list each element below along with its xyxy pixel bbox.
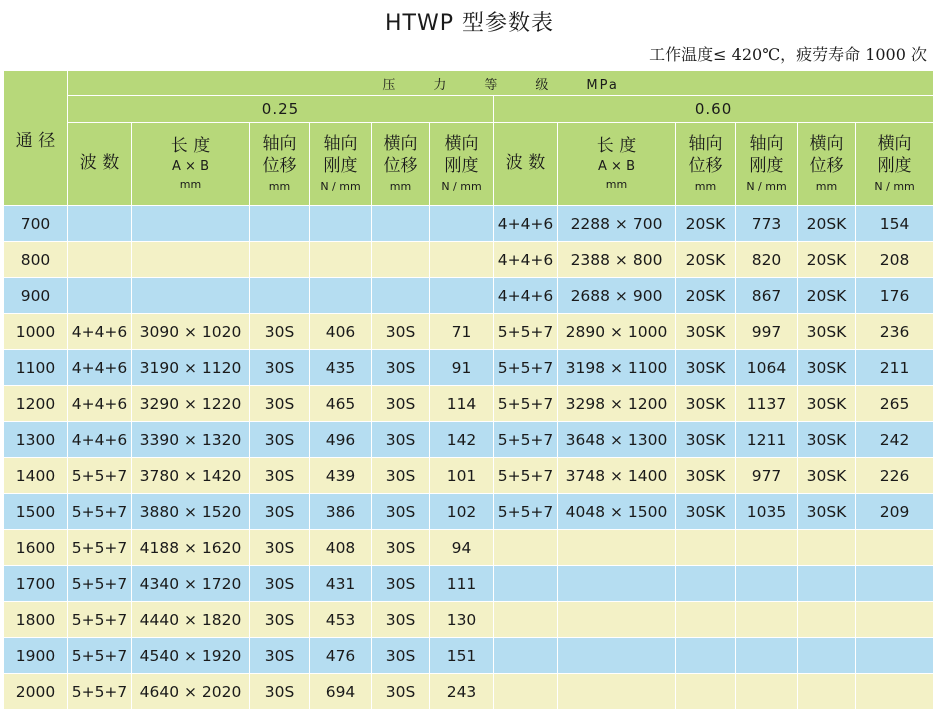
cell-p060-length: 3198 × 1100 — [558, 350, 676, 386]
header-text-line: 位移 — [383, 155, 418, 176]
cell-p060-length: 2890 × 1000 — [558, 314, 676, 350]
header-text-line: 轴向 — [688, 134, 723, 155]
cell-nominal-diameter: 1100 — [4, 350, 68, 386]
cell-p025-axial-displacement: 30S — [250, 314, 310, 350]
cell-p060-lateral-stiffness — [856, 566, 934, 602]
cell-p025-lateral-displacement: 30S — [372, 458, 430, 494]
header-text-line: 刚度 — [877, 155, 912, 176]
header-unit: mm — [268, 179, 291, 193]
cell-p060-length: 3648 × 1300 — [558, 422, 676, 458]
cell-p060-axial-stiffness: 1064 — [736, 350, 798, 386]
cell-p025-axial-stiffness — [310, 278, 372, 314]
header-waves-label: 波 数 — [79, 153, 120, 174]
header-unit: mm — [389, 179, 412, 193]
cell-p025-lateral-displacement: 30S — [372, 566, 430, 602]
cell-p060-waves: 4+4+6 — [494, 242, 558, 278]
cell-p025-length: 4340 × 1720 — [132, 566, 250, 602]
header-text-line: 横向 — [383, 134, 418, 155]
cell-p025-length: 4188 × 1620 — [132, 530, 250, 566]
cell-p060-lateral-stiffness — [856, 602, 934, 638]
header-length — [132, 123, 250, 206]
cell-p060-axial-displacement: 30SK — [676, 314, 736, 350]
header-text-line: 横向 — [809, 134, 844, 155]
parameter-table — [3, 70, 934, 710]
cell-p025-axial-stiffness: 435 — [310, 350, 372, 386]
cell-p025-axial-displacement: 30S — [250, 386, 310, 422]
header-waves-label: 波 数 — [505, 153, 546, 174]
cell-p025-waves: 4+4+6 — [68, 386, 132, 422]
cell-p025-waves: 5+5+7 — [68, 458, 132, 494]
cell-p025-lateral-displacement: 30S — [372, 530, 430, 566]
cell-p060-length: 2288 × 700 — [558, 206, 676, 242]
pressure-char: 等 — [484, 77, 500, 93]
cell-p060-axial-displacement — [676, 566, 736, 602]
cell-p025-lateral-stiffness: 71 — [430, 314, 494, 350]
cell-nominal-diameter: 1700 — [4, 566, 68, 602]
cell-p060-lateral-displacement: 30SK — [798, 314, 856, 350]
cell-p025-lateral-stiffness: 111 — [430, 566, 494, 602]
cell-p060-length — [558, 566, 676, 602]
cell-p060-lateral-stiffness: 236 — [856, 314, 934, 350]
cell-p060-lateral-stiffness: 265 — [856, 386, 934, 422]
cell-p060-axial-displacement: 20SK — [676, 278, 736, 314]
header-text-line: 位移 — [688, 155, 723, 176]
cell-p025-lateral-displacement — [372, 206, 430, 242]
cell-p025-lateral-stiffness: 102 — [430, 494, 494, 530]
table-row — [4, 458, 934, 494]
header-pressure-0-60: 0.60 — [494, 96, 934, 123]
table-row — [4, 278, 934, 314]
header-length-unit: mm — [179, 178, 202, 192]
cell-p060-length: 3748 × 1400 — [558, 458, 676, 494]
header-text-line: 位移 — [809, 155, 844, 176]
cell-p025-axial-displacement: 30S — [250, 350, 310, 386]
header-pressure-class — [68, 71, 934, 96]
cell-p060-axial-stiffness — [736, 530, 798, 566]
cell-p060-axial-displacement — [676, 602, 736, 638]
header-text-line: 横向 — [444, 134, 479, 155]
cell-p025-lateral-stiffness: 130 — [430, 602, 494, 638]
cell-p060-lateral-displacement: 30SK — [798, 386, 856, 422]
header-unit: N / mm — [441, 179, 482, 193]
cell-p060-waves: 5+5+7 — [494, 350, 558, 386]
header-length-label: 长 度 — [596, 135, 637, 156]
cell-p025-lateral-stiffness: 151 — [430, 638, 494, 674]
cell-p060-axial-displacement: 30SK — [676, 458, 736, 494]
cell-nominal-diameter: 1900 — [4, 638, 68, 674]
header-length-unit: mm — [605, 178, 628, 192]
cell-p060-lateral-stiffness: 226 — [856, 458, 934, 494]
cell-p060-waves — [494, 674, 558, 710]
header-text-line: 轴向 — [262, 134, 297, 155]
cell-p025-axial-stiffness: 496 — [310, 422, 372, 458]
cell-p060-waves — [494, 530, 558, 566]
cell-p060-lateral-displacement: 20SK — [798, 206, 856, 242]
header-text-line: 刚度 — [749, 155, 784, 176]
cell-nominal-diameter: 1400 — [4, 458, 68, 494]
cell-p060-axial-displacement: 30SK — [676, 386, 736, 422]
cell-p060-lateral-stiffness: 176 — [856, 278, 934, 314]
cell-p025-axial-displacement — [250, 206, 310, 242]
header-lateral-displacement — [372, 123, 430, 206]
cell-p025-lateral-stiffness: 101 — [430, 458, 494, 494]
page-title: HTWP 型参数表 — [385, 11, 554, 36]
cell-p025-waves — [68, 242, 132, 278]
cell-p060-length — [558, 674, 676, 710]
cell-p060-axial-displacement — [676, 674, 736, 710]
cell-p025-lateral-displacement: 30S — [372, 674, 430, 710]
cell-p025-axial-displacement — [250, 242, 310, 278]
cell-p025-lateral-displacement: 30S — [372, 350, 430, 386]
cell-p025-axial-stiffness: 431 — [310, 566, 372, 602]
cell-p025-length: 3880 × 1520 — [132, 494, 250, 530]
table-row — [4, 674, 934, 710]
cell-p025-lateral-displacement — [372, 278, 430, 314]
cell-p025-axial-displacement: 30S — [250, 494, 310, 530]
cell-p025-length: 3190 × 1120 — [132, 350, 250, 386]
cell-p060-axial-displacement: 20SK — [676, 206, 736, 242]
cell-p060-waves — [494, 566, 558, 602]
cell-p025-length: 3090 × 1020 — [132, 314, 250, 350]
cell-p025-waves: 5+5+7 — [68, 638, 132, 674]
cell-p025-axial-stiffness — [310, 242, 372, 278]
cell-p025-axial-displacement — [250, 278, 310, 314]
cell-p025-waves: 4+4+6 — [68, 314, 132, 350]
cell-p025-axial-displacement: 30S — [250, 530, 310, 566]
pressure-char: 力 — [433, 77, 449, 93]
cell-p060-axial-stiffness — [736, 602, 798, 638]
cell-p025-length: 3390 × 1320 — [132, 422, 250, 458]
cell-p025-lateral-stiffness: 94 — [430, 530, 494, 566]
cell-nominal-diameter: 2000 — [4, 674, 68, 710]
pressure-unit: MPa — [586, 77, 619, 93]
cell-p025-lateral-displacement: 30S — [372, 314, 430, 350]
cell-p060-axial-displacement: 30SK — [676, 350, 736, 386]
cell-p060-length: 3298 × 1200 — [558, 386, 676, 422]
cell-p025-lateral-displacement: 30S — [372, 638, 430, 674]
header-text-line: 位移 — [262, 155, 297, 176]
header-waves — [68, 123, 132, 206]
header-unit: N / mm — [320, 179, 361, 193]
cell-p025-axial-displacement: 30S — [250, 422, 310, 458]
cell-p025-waves: 5+5+7 — [68, 494, 132, 530]
header-text-line: 横向 — [877, 134, 912, 155]
cell-p060-waves: 5+5+7 — [494, 386, 558, 422]
cell-nominal-diameter: 1800 — [4, 602, 68, 638]
cell-p060-lateral-displacement: 30SK — [798, 458, 856, 494]
header-axial-displacement — [676, 123, 736, 206]
cell-nominal-diameter: 1000 — [4, 314, 68, 350]
cell-p025-lateral-stiffness — [430, 206, 494, 242]
cell-p025-length: 4440 × 1820 — [132, 602, 250, 638]
cell-p025-length — [132, 206, 250, 242]
cell-p060-lateral-displacement — [798, 638, 856, 674]
cell-nominal-diameter: 1200 — [4, 386, 68, 422]
header-axial-displacement — [250, 123, 310, 206]
cell-p060-lateral-stiffness: 208 — [856, 242, 934, 278]
cell-p060-length — [558, 530, 676, 566]
header-length-sub: A × B — [598, 159, 635, 175]
cell-p025-axial-displacement: 30S — [250, 602, 310, 638]
cell-p060-lateral-displacement: 30SK — [798, 350, 856, 386]
cell-p060-axial-stiffness: 977 — [736, 458, 798, 494]
cell-p060-lateral-stiffness: 154 — [856, 206, 934, 242]
cell-p025-lateral-displacement — [372, 242, 430, 278]
cell-nominal-diameter: 1300 — [4, 422, 68, 458]
table-row — [4, 386, 934, 422]
cell-p025-axial-stiffness: 465 — [310, 386, 372, 422]
cell-p060-length — [558, 638, 676, 674]
cell-p060-lateral-stiffness — [856, 674, 934, 710]
cell-p060-lateral-displacement: 20SK — [798, 278, 856, 314]
header-lateral-stiffness — [856, 123, 934, 206]
header-nominal-diameter: 通 径 — [4, 71, 68, 206]
cell-p025-axial-displacement: 30S — [250, 674, 310, 710]
cell-p025-waves — [68, 278, 132, 314]
cell-p060-lateral-stiffness: 209 — [856, 494, 934, 530]
cell-p025-length: 4540 × 1920 — [132, 638, 250, 674]
cell-p060-lateral-stiffness: 242 — [856, 422, 934, 458]
header-unit: N / mm — [746, 179, 787, 193]
cell-p060-lateral-stiffness — [856, 530, 934, 566]
cell-p060-axial-stiffness: 997 — [736, 314, 798, 350]
cell-p060-waves — [494, 638, 558, 674]
cell-p025-axial-stiffness: 476 — [310, 638, 372, 674]
cell-p060-lateral-displacement — [798, 602, 856, 638]
header-length-label: 长 度 — [170, 135, 211, 156]
cell-p060-length: 2688 × 900 — [558, 278, 676, 314]
cell-p025-axial-stiffness: 694 — [310, 674, 372, 710]
cell-p025-waves — [68, 206, 132, 242]
cell-p025-lateral-displacement: 30S — [372, 602, 430, 638]
table-row — [4, 314, 934, 350]
header-unit: mm — [815, 179, 838, 193]
cell-p025-axial-stiffness: 386 — [310, 494, 372, 530]
cell-p060-lateral-displacement — [798, 566, 856, 602]
cell-p025-waves: 5+5+7 — [68, 674, 132, 710]
cell-p025-lateral-stiffness: 91 — [430, 350, 494, 386]
cell-p060-axial-stiffness: 1211 — [736, 422, 798, 458]
cell-p060-axial-stiffness: 773 — [736, 206, 798, 242]
cell-p060-axial-stiffness — [736, 638, 798, 674]
cell-nominal-diameter: 900 — [4, 278, 68, 314]
cell-p060-waves: 4+4+6 — [494, 278, 558, 314]
table-row — [4, 422, 934, 458]
header-text-line: 刚度 — [444, 155, 479, 176]
cell-p060-length: 2388 × 800 — [558, 242, 676, 278]
cell-p025-length: 3290 × 1220 — [132, 386, 250, 422]
header-length-sub: A × B — [172, 159, 209, 175]
cell-p025-axial-stiffness: 408 — [310, 530, 372, 566]
cell-p025-axial-displacement: 30S — [250, 566, 310, 602]
cell-p060-waves: 5+5+7 — [494, 494, 558, 530]
cell-p060-axial-displacement — [676, 530, 736, 566]
cell-p060-axial-displacement: 20SK — [676, 242, 736, 278]
cell-p060-axial-stiffness: 1035 — [736, 494, 798, 530]
cell-nominal-diameter: 1500 — [4, 494, 68, 530]
cell-p060-lateral-displacement: 30SK — [798, 422, 856, 458]
cell-p060-waves: 5+5+7 — [494, 458, 558, 494]
cell-p060-axial-stiffness: 1137 — [736, 386, 798, 422]
table-row — [4, 638, 934, 674]
cell-p060-length — [558, 602, 676, 638]
header-text-line: 刚度 — [323, 155, 358, 176]
cell-p025-lateral-stiffness: 114 — [430, 386, 494, 422]
cell-p060-waves: 4+4+6 — [494, 206, 558, 242]
header-lateral-displacement — [798, 123, 856, 206]
cell-p025-axial-displacement: 30S — [250, 458, 310, 494]
cell-p025-length — [132, 278, 250, 314]
cell-p060-length: 4048 × 1500 — [558, 494, 676, 530]
cell-p060-lateral-stiffness: 211 — [856, 350, 934, 386]
cell-p025-waves: 5+5+7 — [68, 566, 132, 602]
cell-p025-axial-stiffness — [310, 206, 372, 242]
cell-p060-axial-stiffness: 820 — [736, 242, 798, 278]
cell-p025-axial-stiffness: 406 — [310, 314, 372, 350]
cell-p025-lateral-stiffness — [430, 278, 494, 314]
cell-p025-waves: 4+4+6 — [68, 350, 132, 386]
cell-p025-lateral-stiffness — [430, 242, 494, 278]
header-axial-stiffness — [736, 123, 798, 206]
working-conditions-note: 工作温度≤ 420℃，疲劳寿命 1000 次 — [649, 45, 927, 64]
cell-p060-waves: 5+5+7 — [494, 422, 558, 458]
cell-p060-axial-displacement — [676, 638, 736, 674]
cell-p025-axial-stiffness: 439 — [310, 458, 372, 494]
table-row — [4, 530, 934, 566]
header-text-line: 轴向 — [749, 134, 784, 155]
cell-p025-length: 3780 × 1420 — [132, 458, 250, 494]
table-row — [4, 242, 934, 278]
cell-p060-lateral-displacement — [798, 530, 856, 566]
cell-p025-lateral-stiffness: 243 — [430, 674, 494, 710]
cell-p060-lateral-displacement — [798, 674, 856, 710]
cell-p025-lateral-displacement: 30S — [372, 494, 430, 530]
header-axial-stiffness — [310, 123, 372, 206]
cell-p025-length: 4640 × 2020 — [132, 674, 250, 710]
cell-p025-length — [132, 242, 250, 278]
header-pressure-0-25: 0.25 — [68, 96, 494, 123]
cell-p060-lateral-stiffness — [856, 638, 934, 674]
cell-p025-axial-displacement: 30S — [250, 638, 310, 674]
header-waves — [494, 123, 558, 206]
cell-nominal-diameter: 700 — [4, 206, 68, 242]
cell-p025-waves: 4+4+6 — [68, 422, 132, 458]
cell-p025-lateral-displacement: 30S — [372, 422, 430, 458]
cell-nominal-diameter: 800 — [4, 242, 68, 278]
cell-p060-waves: 5+5+7 — [494, 314, 558, 350]
header-text-line: 轴向 — [323, 134, 358, 155]
cell-p060-axial-stiffness — [736, 674, 798, 710]
pressure-char: 级 — [535, 77, 551, 93]
table-row — [4, 350, 934, 386]
header-lateral-stiffness — [430, 123, 494, 206]
cell-p025-lateral-displacement: 30S — [372, 386, 430, 422]
header-unit: N / mm — [874, 179, 915, 193]
cell-p060-lateral-displacement: 30SK — [798, 494, 856, 530]
cell-p060-axial-displacement: 30SK — [676, 422, 736, 458]
cell-p060-lateral-displacement: 20SK — [798, 242, 856, 278]
table-row — [4, 206, 934, 242]
table-body — [4, 206, 934, 710]
table-row — [4, 494, 934, 530]
cell-nominal-diameter: 1600 — [4, 530, 68, 566]
table-row — [4, 566, 934, 602]
cell-p025-lateral-stiffness: 142 — [430, 422, 494, 458]
cell-p060-axial-displacement: 30SK — [676, 494, 736, 530]
cell-p060-axial-stiffness: 867 — [736, 278, 798, 314]
table-header — [4, 71, 934, 206]
table-row — [4, 602, 934, 638]
cell-p025-waves: 5+5+7 — [68, 530, 132, 566]
header-length — [558, 123, 676, 206]
cell-p025-axial-stiffness: 453 — [310, 602, 372, 638]
pressure-char: 压 — [382, 77, 398, 93]
cell-p060-axial-stiffness — [736, 566, 798, 602]
header-unit: mm — [694, 179, 717, 193]
cell-p060-waves — [494, 602, 558, 638]
cell-p025-waves: 5+5+7 — [68, 602, 132, 638]
